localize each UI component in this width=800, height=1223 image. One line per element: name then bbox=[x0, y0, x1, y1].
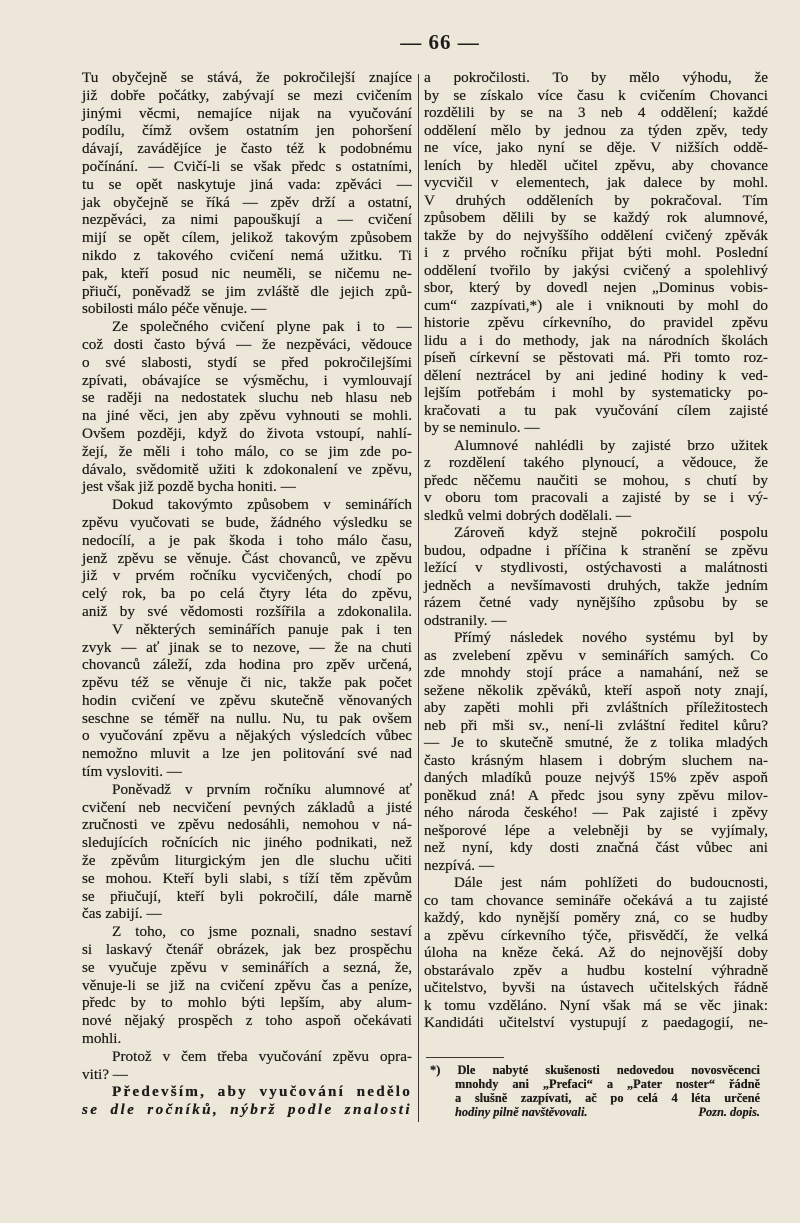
footnote-line: *) Dle nabyté skušenosti nedovedou novosvěcenci bbox=[430, 1063, 760, 1077]
text-line: seschne se téměř na nullu. Nu, tu pak ovšem bbox=[82, 709, 412, 727]
left-column bbox=[82, 69, 412, 1119]
text-line: odstranily. — bbox=[424, 611, 507, 629]
text-line: by se získalo více času k cvičením Chovanci bbox=[424, 86, 768, 104]
text-line: ného národa českého! — Pak zajisté i zpěvy bbox=[424, 804, 768, 821]
text-line: Ze společného cvičení plyne pak i to — bbox=[112, 318, 412, 336]
text-line: Především, aby vyučování nedělo bbox=[112, 1083, 412, 1101]
text-line: nemožno mluvit a lze jen politování své nad bbox=[82, 745, 412, 763]
text-line: a zpěvu církevního týče, přisvědčí, že velká bbox=[424, 926, 768, 944]
text-line: leních by hleděl učitel zpěvu, aby chovance bbox=[424, 156, 768, 174]
text-line: a pokročilosti. To by mělo výhodu, že bbox=[424, 69, 768, 86]
text-line: Alumnové nahlédli by zajisté brzo užitek bbox=[454, 436, 768, 454]
text-line: takže by do nejvyššího oddělení cvičený zpěvák bbox=[424, 226, 768, 244]
text-line: mijí se opět cílem, jelikož takovým způsobem bbox=[82, 229, 412, 247]
text-line: vycvičil v elementech, jak dalece by mohl. bbox=[424, 174, 768, 191]
column-divider bbox=[418, 74, 419, 1122]
text-line: již dobře počátky, zabývají se mezi cvičením bbox=[82, 86, 412, 104]
text-line: pak, kteří posud nic neuměli, se ničemu ne- bbox=[82, 264, 412, 282]
text-line: rázem četné vady nynějšího způsobu by se bbox=[424, 594, 768, 611]
text-line: jinými věcmi, nemajíce nijak na vyučování bbox=[82, 104, 412, 122]
text-line: lidu a i do methody, jak na národních školách bbox=[424, 331, 768, 349]
text-line: oddělení tvořilo by jakýsi cvičený a spolehlivý bbox=[424, 261, 768, 279]
text-line: si laskavý čtenář obrázek, jak bez prospěchu bbox=[82, 941, 412, 959]
text-line: nové nějaký prospěch z toho aspoň očekávati bbox=[82, 1012, 412, 1030]
text-line: viti? — bbox=[82, 1065, 128, 1083]
text-line: Dokud takovýmto způsobem v seminářích bbox=[112, 496, 412, 514]
text-line: lejším potřebám i mohl by systematicky po- bbox=[424, 384, 768, 401]
text-line: o své slabosti, stydí se před pokročilejšími bbox=[82, 353, 412, 371]
text-line: zpěvu též se věnuje či nic, takže pak počet bbox=[82, 674, 412, 692]
text-line: což dosti často bývá — že nezpěváci, vědouce bbox=[82, 335, 412, 353]
text-line: zručnosti ve zpěvu nedosáhli, nemohou v ná- bbox=[82, 816, 412, 834]
text-line: nezpívá. — bbox=[424, 856, 495, 874]
footnote-line: mnohdy ani „Prefaci“ a „Pater noster“ řádně bbox=[455, 1077, 760, 1091]
text-line: dávalo, svědomitě užiti k zdokonalení ve zpěvu, bbox=[82, 460, 412, 478]
text-line: sbor, který by dovedl nejen „Dominus vobis- bbox=[424, 279, 768, 296]
text-line: Přímý následek nového systému byl by bbox=[454, 629, 768, 646]
text-line: kračovati a tu pak vyučování cílem zajisté bbox=[424, 401, 768, 419]
text-line: že zpěvům liturgickým jen dle sluchu učiti bbox=[82, 852, 412, 870]
text-line: sobilosti málo péče věnuje. — bbox=[82, 300, 267, 318]
text-line: se vyučuje zpěvu v seminářích a sezná, že, bbox=[82, 958, 412, 976]
text-line: učitelstvo, byvši na ústavech učitelských řádně bbox=[424, 979, 768, 996]
text-line: i z prvého ročníku přijat býti mohl. Poslední bbox=[424, 244, 768, 261]
text-line: na jiné věci, jen aby zpěvu vyhnouti se mohli. bbox=[82, 407, 412, 425]
page-number: — 66 — bbox=[400, 30, 480, 54]
text-line: aby zapěti mohli při zvláštních příležitostech bbox=[424, 699, 768, 716]
text-line: předc by to mohlo býti lepším, aby alum- bbox=[82, 994, 412, 1012]
text-line: Kandidáti učitelství vystupují z paedagogií, ne- bbox=[424, 1014, 768, 1031]
text-line: celý rok, ba po celá čtyry léta do zpěvu, bbox=[82, 585, 412, 603]
text-line: již v prvém ročníku vycvičených, chodí po bbox=[82, 567, 412, 585]
right-column bbox=[424, 69, 768, 1032]
text-line: tím vysloviti. — bbox=[82, 763, 182, 781]
text-line: V některých seminářích panuje pak i ten bbox=[112, 620, 412, 638]
text-line: obstarávalo zpěv a hudbu kostelní výhradně bbox=[424, 961, 768, 979]
footnote bbox=[430, 1063, 760, 1119]
text-line: nešporové lépe a velebněji by se vyjímaly, bbox=[424, 821, 768, 839]
text-line: ne více, jako nyní se děje. V nižších oddě- bbox=[424, 139, 768, 156]
text-line: daných mladíků pouze nejvýš 15% zpěv aspoň bbox=[424, 769, 768, 786]
text-line: úloha na kněze čeká. Až do nejnovější doby bbox=[424, 944, 768, 961]
text-line: žejí, že měli i toho málo, co se jim zde po- bbox=[82, 442, 412, 460]
text-line: budou, odpadne i příčina k stranění se zpěvu bbox=[424, 541, 768, 559]
footnote-line: a slušně zazpívati, ač po celá 4 léta určené bbox=[455, 1091, 760, 1105]
text-line: zpívati, obávajíce se výsměchu, i vymlouvají bbox=[82, 371, 412, 389]
text-line: Ovšem později, když do života vstoupí, nahlí- bbox=[82, 424, 412, 442]
text-line: chovanců záleží, zda hodina pro zpěv určená, bbox=[82, 656, 412, 674]
text-line: každý, kdo nynější poměry zná, co se hudby bbox=[424, 909, 768, 926]
text-line: poněkud zná! A předc jsou syny zpěvu milov- bbox=[424, 786, 768, 804]
text-line: v oboru tom pracovali a zajisté by se i vý- bbox=[424, 489, 768, 506]
text-line: hodin cvičení ve zpěvu skutečně věnovaných bbox=[82, 691, 412, 709]
text-line: předc něčemu naučiti se mohou, s chutí by bbox=[424, 471, 768, 489]
text-line: přiučí, poněvadž se jim zvláště dle jejich způ- bbox=[82, 282, 412, 300]
text-line: Protož v čem třeba vyučování zpěvu opra- bbox=[112, 1047, 412, 1065]
footnote-rule bbox=[426, 1057, 504, 1058]
text-line: cvičení neb necvičení pevných základů a jisté bbox=[82, 798, 412, 816]
text-line: by se neminulo. — bbox=[424, 419, 540, 436]
text-line: aniž by své vědomosti rozšířila a zdokonalila. bbox=[82, 602, 412, 620]
text-line: se raději na nedostatek sluchu neb hlasu neb bbox=[82, 389, 412, 407]
text-line: zpěvu vyučovati se bude, žádného výsledku se bbox=[82, 513, 412, 531]
text-line: podílu, čímž ovšem ostatním jen pohoršení bbox=[82, 122, 412, 140]
text-line: co tam chovance semináře očekává a tu zajisté bbox=[424, 891, 768, 909]
text-line: o vyučování zpěvu a nějakých výsledcích vůbec bbox=[82, 727, 412, 745]
text-line: nedocílí, a je pak škoda i toho málo času, bbox=[82, 531, 412, 549]
text-line: jak obyčejně se říká — zpěv drží a ostatní, bbox=[82, 193, 412, 211]
text-line: Zároveň když stejně pokročilí pospolu bbox=[454, 524, 768, 541]
text-line: sledků velmi dobrých dodělali. — bbox=[424, 506, 632, 524]
text-line: z rozdělení takého plynoucí, a vědouce, že bbox=[424, 454, 768, 471]
footnote-line-last bbox=[430, 1105, 760, 1119]
text-line: píseň církevní se pěstovati má. Při tomto roz- bbox=[424, 349, 768, 366]
text-line: V druhých odděleních by pokračoval. Tím bbox=[424, 191, 768, 209]
text-line: zvyk — ať jinak se to nezove, — že na chuti bbox=[82, 638, 412, 656]
text-line: dělení neztrácel by ani jediné hodiny k ved- bbox=[424, 366, 768, 384]
text-line: se mohou. Kteří byli slabi, s tíží těm zpěvům bbox=[82, 869, 412, 887]
text-line: nezpěváci, za nimi papouškují a — cvičení bbox=[82, 211, 412, 229]
text-line: oddělení mělo by jednou za týden zpěv, tedy bbox=[424, 121, 768, 139]
text-line: tu se opět naskytuje jiná vada: zpěváci — bbox=[82, 175, 412, 193]
text-line: dávají, zavádějíce je často též k podobnému bbox=[82, 140, 412, 158]
text-line: počínání. — Cvičí-li se však předc s ostatními, bbox=[82, 157, 412, 175]
text-line: sežene několik zpěváků, kteří aspoň noty znají, bbox=[424, 681, 768, 699]
text-line: k tomu vzděláno. Nyní však má se věc jinak: bbox=[424, 996, 768, 1014]
text-line: způsobem dělili by se každý rok alumnové, bbox=[424, 209, 768, 226]
text-line: jenž zpěvu se věnuje. Část chovanců, ve zpěvu bbox=[82, 549, 412, 567]
text-line: zde mnohdy stojí práce a namahání, než se bbox=[424, 664, 768, 681]
text-line: se dle ročníků, nýbrž podle znalosti bbox=[82, 1101, 412, 1119]
footnote-signature: Pozn. dopis. bbox=[698, 1105, 760, 1119]
text-line: ležící v stydlivosti, ostýchavosti a malátnosti bbox=[424, 559, 768, 576]
text-line: čas zabijí. — bbox=[82, 905, 162, 923]
text-line: rozdělili by se na 3 neb 4 oddělení; každé bbox=[424, 104, 768, 121]
footnote-line: hodiny pilně navštěvovali. bbox=[455, 1105, 588, 1119]
text-line: as zvelebení zpěvu v seminářích samých. Co bbox=[424, 646, 768, 664]
text-line: cum“ zazpívati,*) ale i vniknouti by mohl do bbox=[424, 296, 768, 314]
text-line: sledujících ročnících nic jiného podnikati, než bbox=[82, 834, 412, 852]
text-line: historie zpěvu církevního, do pravidel zpěvu bbox=[424, 314, 768, 331]
text-line: mohli. bbox=[82, 1030, 122, 1048]
text-line: se přiučují, kteří byli pokročilí, dále marně bbox=[82, 887, 412, 905]
text-line: jest však již pozdě bycha honiti. — bbox=[82, 478, 296, 496]
text-line: jedněch a nevšímavosti druhých, takže jedním bbox=[424, 576, 768, 594]
text-line: než nyní, kdy dosti značná část vůbec ani bbox=[424, 839, 768, 856]
text-line: — Je to skutečně smutné, že z tolika mladých bbox=[424, 734, 768, 751]
text-line: často krásným hlasem i dobrým sluchem na- bbox=[424, 751, 768, 769]
text-line: věnuje-li se již na cvičení zpěvu čas a peníze, bbox=[82, 976, 412, 994]
text-line: nikdo z takového cvičení nemá užitku. Ti bbox=[82, 246, 412, 264]
text-line: Tu obyčejně se stává, že pokročilejší znajíce bbox=[82, 69, 412, 86]
text-line: neb při mši sv., není-li zvláštní ředitel kůru? bbox=[424, 716, 768, 734]
text-line: Poněvadž v prvním ročníku alumnové ať bbox=[112, 780, 412, 798]
text-line: Z toho, co jsme poznali, snadno sestaví bbox=[112, 923, 412, 941]
text-line: Dále jest nám pohlížeti do budoucnosti, bbox=[454, 874, 768, 891]
